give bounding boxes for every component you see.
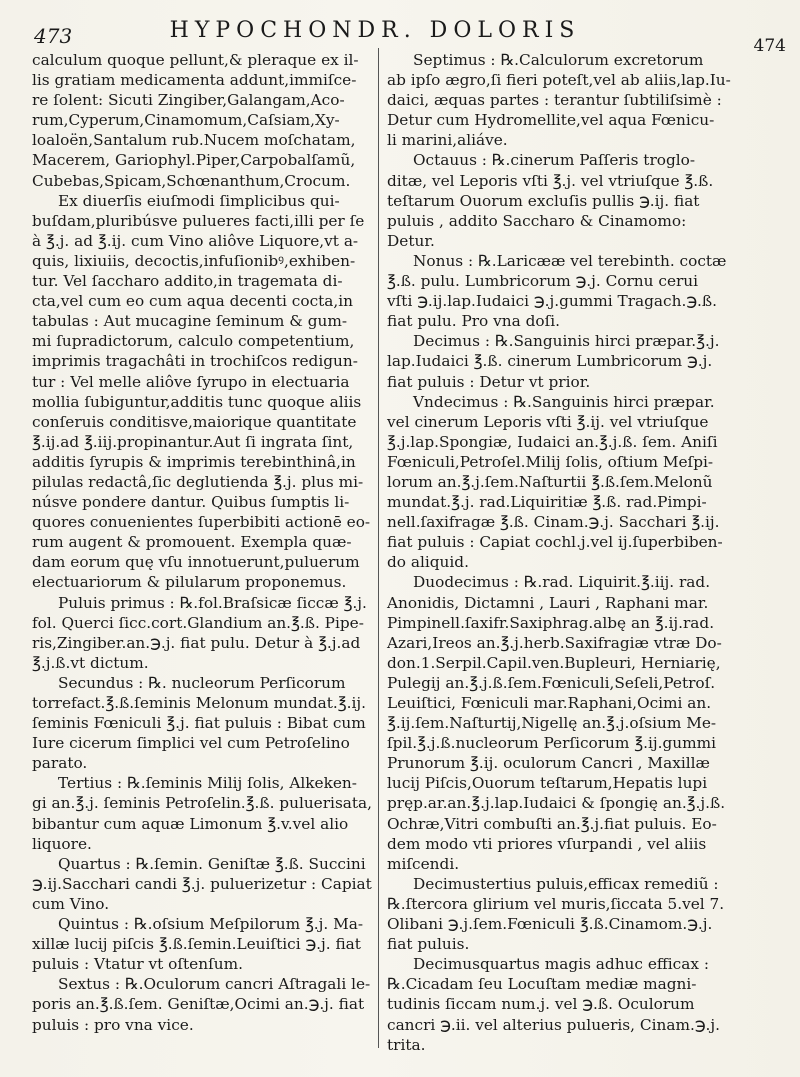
text-line: additis ſyrupis & imprimis terebinthinâ,in <box>32 452 356 471</box>
text-line: do aliquid. <box>387 553 469 572</box>
text-line: mi ſupradictorum, calculo competentium, <box>32 332 355 351</box>
text-line: cancri ℈.ii. vel alterius pulueris, Cinam.℈.j. <box>387 1015 720 1034</box>
right-paragraph <box>387 50 731 150</box>
text-line: lis gratiam medicamenta addunt,immiſce- <box>32 71 357 90</box>
text-line: Ochræ,Vitri combuſti an.℥.j.fiat puluis. Eo- <box>387 814 717 833</box>
right-paragraph <box>387 392 725 573</box>
text-line: Pulegij an.℥.j.ß.ſem.Fœniculi,Seſeli,Petroſ. <box>387 673 716 692</box>
text-line: dam eorum quę vſu innotuerunt,puluerum <box>32 553 360 572</box>
text-line: lap.Iudaici ℥.ß. cinerum Lumbricorum ℈.j. <box>387 352 713 371</box>
text-line: Leuiſtici, Fœniculi mar.Raphani,Ocimi an. <box>387 694 712 712</box>
left-paragraph <box>32 773 372 853</box>
running-title: HYPOCHONDR. DOLORIS <box>169 18 581 43</box>
text-line: ris,Zingiber.an.℈.j. fiat pulu. Detur à ℥.j.ad <box>32 633 361 652</box>
text-line: Tertius : ℞.ſeminis Milij ſolis, Alkeken- <box>58 774 357 793</box>
text-line: Pimpinell.ſaxifr.Saxiphrag.albę an ℥.ij.rad. <box>387 613 715 632</box>
text-line: cum Vino. <box>32 894 110 913</box>
text-line: Ex diuerſis eiuſmodi ſimplicibus qui- <box>58 191 340 210</box>
text-line: imprimis tragachâti in trochiſcos redigun- <box>32 352 358 371</box>
text-line: Octauus : ℞.cinerum Paſſeris troglo- <box>413 151 696 170</box>
text-line: Decimus : ℞.Sanguinis hirci præpar.℥.j. <box>413 332 720 351</box>
right-paragraph <box>387 150 725 250</box>
text-line: xillæ lucij piſcis ℥.ß.ſemin.Leuiſtici ℈.j. fiat <box>32 935 361 954</box>
left-paragraph <box>32 854 372 914</box>
text-line: miſcendi. <box>387 854 460 873</box>
text-line: teſtarum Ouorum excluſis pullis ℈.ij. fiat <box>387 191 700 210</box>
text-line: Vndecimus : ℞.Sanguinis hirci præpar. <box>413 392 715 411</box>
text-line: liquore. <box>32 834 92 853</box>
text-line: Nonus : ℞.Laricææ vel terebinth. coctæ <box>413 251 727 270</box>
text-line: Iure cicerum ſimplici vel cum Petroſelino <box>32 734 350 753</box>
text-line: poris an.℥.ß.ſem. Geniſtæ,Ocimi an.℈.j. fiat <box>32 995 365 1014</box>
text-line: ℞.Cicadam ſeu Locuſtam mediæ magni- <box>387 975 697 994</box>
text-line: ſpil.℥.j.ß.nucleorum Perſicorum ℥.ij.gummi <box>387 734 717 753</box>
right-paragraph <box>387 251 725 331</box>
text-line: lucij Piſcis,Ouorum teſtarum,Hepatis lupi <box>387 774 708 793</box>
text-line: Olibani ℈.j.ſem.Fœniculi ℥.ß.Cinamom.℈.j. <box>387 915 713 934</box>
text-line: Duodecimus : ℞.rad. Liquirit.℥.iij. rad. <box>413 573 711 592</box>
text-line: li marini,aliáve. <box>387 131 508 150</box>
text-line: parato. <box>32 754 88 773</box>
text-line: ℥.j.ß.vt dictum. <box>32 653 149 672</box>
text-line: vſti ℈.ij.lap.Iudaici ℈.j.gummi Tragach.℈.ß. <box>387 292 717 311</box>
text-line: ℥.j.lap.Spongiæ, Iudaici an.℥.j.ß. ſem. Aniſi <box>387 432 718 451</box>
text-line: lorum an.℥.j.ſem.Naſturtii ℥.ß.ſem.Melonũ <box>387 472 713 491</box>
text-line: ſeminis Fœniculi ℥.j. fiat puluis : Bibat cum <box>32 714 366 733</box>
text-line: nell.ſaxifragæ ℥.ß. Cinam.℈.j. Sacchari ℥.ij. <box>387 513 720 532</box>
text-line: núsve pondere dantur. Quibus ſumptis li- <box>32 493 350 512</box>
text-line: ℈.ij.Sacchari candi ℥.j. puluerizetur : Capiat <box>32 874 372 893</box>
text-line: Prunorum ℥.ij. oculorum Cancri , Maxillæ <box>387 754 710 773</box>
text-line: ab ipſo ægro,ſi fieri poteſt,vel ab aliis,lap.Iu- <box>387 71 731 90</box>
text-line: Azari,Ireos an.℥.j.herb.Saxifragiæ vtræ Do- <box>387 633 722 652</box>
text-line: mollia ſubiguntur,additis tunc quoque aliis <box>32 392 362 411</box>
text-line: mundat.℥.j. rad.Liquiritiæ ℥.ß. rad.Pimpi- <box>387 493 707 512</box>
text-line: Puluis primus : ℞.fol.Braſsicæ ſiccæ ℥.j. <box>58 593 367 612</box>
text-line: bibantur cum aquæ Limonum ℥.v.vel alio <box>32 814 349 833</box>
left-paragraph <box>32 914 372 974</box>
text-line: tur. Vel ſaccharo addito,in tragemata di- <box>32 272 343 291</box>
left-paragraph <box>32 50 372 191</box>
text-line: fol. Querci ſicc.cort.Glandium an.℥.ß. Pipe- <box>32 613 364 632</box>
text-line: pilulas redactâ,ſic deglutienda ℥.j. plus mi- <box>32 472 364 491</box>
text-line: Cubebas,Spicam,Schœnanthum,Crocum. <box>32 171 351 190</box>
text-line: Anonidis, Dictamni , Lauri , Raphani mar. <box>387 593 709 612</box>
text-line: pręp.ar.an.℥.j.lap.Iudaici & ſpongię an.℥.j.ß. <box>387 794 726 813</box>
left-paragraph <box>32 593 372 673</box>
right-paragraph <box>387 954 725 1054</box>
page-number-left: 473 <box>34 24 73 48</box>
text-line: conſeruis conditisve,maiorique quantitate <box>32 412 357 431</box>
text-line: calculum quoque pellunt,& pleraque ex il- <box>32 51 359 69</box>
text-line: electuariorum & pilularum proponemus. <box>32 573 347 592</box>
left-column <box>32 50 372 1035</box>
left-paragraph <box>32 673 372 773</box>
text-line: ditæ, vel Leporis vſti ℥.j. vel vtriuſque ℥.ß. <box>387 171 714 190</box>
text-line: tur : Vel melle aliôve ſyrupo in electuaria <box>32 372 350 391</box>
text-line: puluis : Vtatur vt oſtenſum. <box>32 955 243 974</box>
text-line: cta,vel cum eo cum aqua decenti cocta,in <box>32 292 354 311</box>
text-line: fiat puluis : Detur vt prior. <box>387 372 591 391</box>
text-line: Quartus : ℞.ſemin. Geniſtæ ℥.ß. Succini <box>58 854 366 873</box>
text-line: ℥.ij.ad ℥.iij.propinantur.Aut ſi ingrata ſint, <box>32 432 354 451</box>
text-line: don.1.Serpil.Capil.ven.Bupleuri, Herniarię, <box>387 653 721 672</box>
text-line: rum,Cyperum,Cinamomum,Caſsiam,Xy- <box>32 111 340 130</box>
text-line: trita. <box>387 1035 426 1054</box>
text-line: Quintus : ℞.oſsium Meſpilorum ℥.j. Ma- <box>58 915 364 934</box>
text-line: quis, lixiuiis, decoctis,infuſionibꝰ,exhiben- <box>32 251 356 270</box>
text-line: puluis : pro vna vice. <box>32 1015 194 1034</box>
text-line: ℞.ſtercora glirium vel muris,ſiccata 5.vel 7. <box>387 894 725 913</box>
text-line: quores conuenientes ſuperbibiti actionē eo- <box>32 513 371 532</box>
text-line: Decimustertius puluis,efficax remediũ : <box>413 874 719 893</box>
text-line: tudinis ſiccam num.j. vel ℈.ß. Oculorum <box>387 995 695 1014</box>
text-line: Secundus : ℞. nucleorum Perſicorum <box>58 673 346 692</box>
text-line: Detur. <box>387 231 435 250</box>
right-paragraph <box>387 331 725 391</box>
text-line: ℥.ß. pulu. Lumbricorum ℈.j. Cornu cerui <box>387 272 699 291</box>
text-line: torrefact.℥.ß.ſeminis Melonum mundat.℥.ij. <box>32 694 366 712</box>
page-number-right: 474 <box>753 36 786 56</box>
text-line: dem modo vti priores vſurpandi , vel aliis <box>387 834 707 853</box>
text-line: Detur cum Hydromellite,vel aqua Fœnicu- <box>387 111 715 130</box>
text-line: tabulas : Aut mucagine ſeminum & gum- <box>32 312 348 331</box>
text-line: fiat puluis. <box>387 935 470 954</box>
text-line: re ſolent: Sicuti Zingiber,Galangam,Aco- <box>32 91 345 110</box>
text-line: fiat puluis : Capiat cochl.j.vel ij.ſuperbiben- <box>387 533 723 552</box>
right-paragraph <box>387 874 725 954</box>
text-line: Sextus : ℞.Oculorum cancri Aſtragali le- <box>58 975 371 994</box>
text-line: à ℥.j. ad ℥.ij. cum Vino aliôve Liquore,vt a- <box>32 231 359 250</box>
text-line: rum augent & promouent. Exempla quæ- <box>32 533 352 552</box>
left-paragraph <box>32 974 372 1034</box>
right-paragraph <box>387 572 725 873</box>
text-line: gi an.℥.j. ſeminis Petroſelin.℥.ß. puluerisata, <box>32 794 373 813</box>
left-paragraph <box>32 191 372 593</box>
text-line: loaloën,Santalum rub.Nucem moſchatam, <box>32 131 356 150</box>
text-line: ℥.ij.ſem.Naſturtij,Nigellę an.℥.j.oſsium Me- <box>387 714 717 733</box>
text-line: fiat pulu. Pro vna doſi. <box>387 312 561 331</box>
text-line: buſdam,pluribúsve pulueres facti,illi per ſe <box>32 211 365 230</box>
text-line: Fœniculi,Petroſel.Milij ſolis, oſtium Meſpi- <box>387 452 714 471</box>
text-line: puluis , addito Saccharo & Cinamomo: <box>387 211 687 230</box>
right-column <box>387 50 731 1055</box>
text-line: Decimusquartus magis adhuc efficax : <box>413 955 709 974</box>
text-line: daici, æquas partes : terantur ſubtiliſsimè : <box>387 91 722 110</box>
text-line: Macerem, Gariophyl.Piper,Carpobalſamũ, <box>32 151 356 170</box>
text-line: Septimus : ℞.Calculorum excretorum <box>413 51 704 69</box>
column-divider <box>378 48 379 1048</box>
text-line: vel cinerum Leporis vſti ℥.ij. vel vtriuſque <box>387 412 709 431</box>
running-header <box>0 18 800 56</box>
